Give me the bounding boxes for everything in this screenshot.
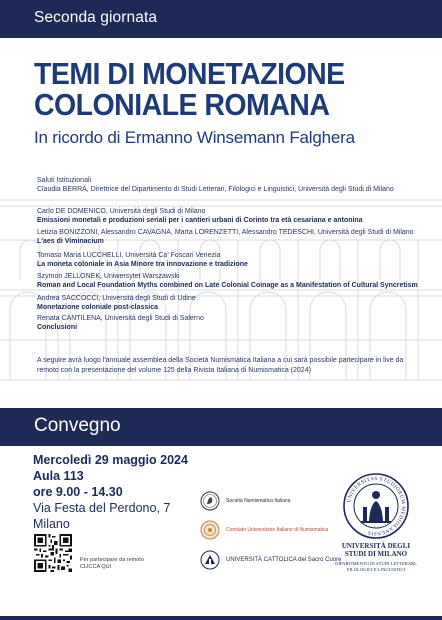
section-label: Convegno [34,415,121,436]
unimi-dept-line2: FILOLOGICI E LINGUISTICI [346,567,406,572]
unimi-department [330,561,422,573]
event-date: Mercoledì 29 maggio 2024 [33,453,188,467]
unimi-name [330,542,422,558]
partner-name: UNIVERSITÀ CATTOLICA del Sacro Cuore [226,556,342,563]
program-speaker: Tomaso Maria LUCCHELLI, Università Ca' Foscari Venezia [37,252,221,259]
program-talk-title: Monetazione coloniale post-classica [37,304,158,311]
remote-click-here[interactable]: CLICCA QUI [80,564,112,570]
bottom-rule [0,616,442,620]
partner-sni [200,491,290,511]
program-speaker-detail: Claudia BERRA, Direttrice del Dipartimento di Studi Letterari, Filologici e Linguistici, Università degli Studi di Milano [37,186,394,193]
unimi-dept-line1: DIPARTIMENTO DI STUDI LETTERARI, [335,561,417,566]
partner-name: Comitato Universitario Italiano di Numismatica [226,527,329,533]
partner-cattolica [200,550,341,570]
event-details [33,452,188,532]
conference-subtitle: In ricordo di Ermanno Winsemann Falghera [34,128,355,147]
program-item [37,314,417,332]
program-talk-title: Emissioni monetali e produzioni seriali per i cantieri urbani di Corinto tra età cesariana e antonina [37,217,363,224]
unimi-name-line2: STUDI DI MILANO [344,550,408,558]
top-band [0,0,442,38]
event-address: Via Festa del Perdono, 7 [33,501,171,515]
program-item [37,272,417,290]
day-label: Seconda giornata [34,9,158,26]
unimi-seal-logo-icon [343,473,409,539]
program-speaker: Saluti Istituzionali [37,177,92,184]
section-band [0,408,442,446]
program-speaker: Carlo DE DOMENICO, Università degli Studi di Milano [37,208,206,215]
program-talk-title: Roman and Local Foundation Myths combined on Late Colonial Coinage as a Manifestation of Cultural Syncretism [37,282,418,289]
program-speaker: Andrea SACCOCCI, Università degli Studi di Udine [37,295,196,302]
program-talk-title: L'aes di Viminacium [37,238,104,245]
program-speaker: Letizia BONIZZONI, Alessandro CAVAGNA, Marta LORENZETTI, Alessandro TEDESCHI, Università degli Studi di Milano [37,229,414,236]
partner-name: Società Numismatica Italiana [226,498,291,504]
event-time: ore 9.00 - 14.30 [33,485,123,499]
remote-link[interactable] [80,557,144,571]
cattolica-logo-icon [200,550,220,570]
program-item [37,207,417,225]
program-item [37,228,417,246]
partner-ciun [200,520,328,540]
seal-text: UNIVERSITAS STUDIORUM MEDIOLANENSIS [346,475,407,537]
event-city: Milano [33,517,70,531]
program-speaker: Szymon JELLONEK, Uniwersytet Warszawski [37,273,180,280]
program-item [37,176,417,194]
title-line-1: TEMI DI MONETAZIONE [34,56,345,91]
conference-title [34,58,345,120]
assembly-note: A seguire avrà luogo l'annuale assemblea della Società Numismatica Italiana a cui sarà possibile partecipare in live da remoto con la presentazione del volume 125 della Rivista Italiana di Numismatica (2024) [37,357,404,374]
qr-code-icon[interactable] [34,534,72,572]
title-line-2: COLONIALE ROMANA [34,87,330,122]
program-item [37,294,417,312]
unimi-name-line1: UNIVERSITÀ DEGLI [341,542,411,550]
program-speaker: Renata CANTILENA, Università degli Studi di Salerno [37,315,204,322]
program-item [37,251,417,269]
event-room: Aula 113 [33,469,84,483]
program-talk-title: La moneta coloniale in Asia Minore tra innovazione e tradizione [37,261,248,268]
ciun-coin-logo-icon [200,520,220,540]
remote-caption: Per partecipare da remoto [80,557,144,563]
sni-coin-logo-icon [200,491,220,511]
program-talk-title: Conclusioni [37,324,78,331]
